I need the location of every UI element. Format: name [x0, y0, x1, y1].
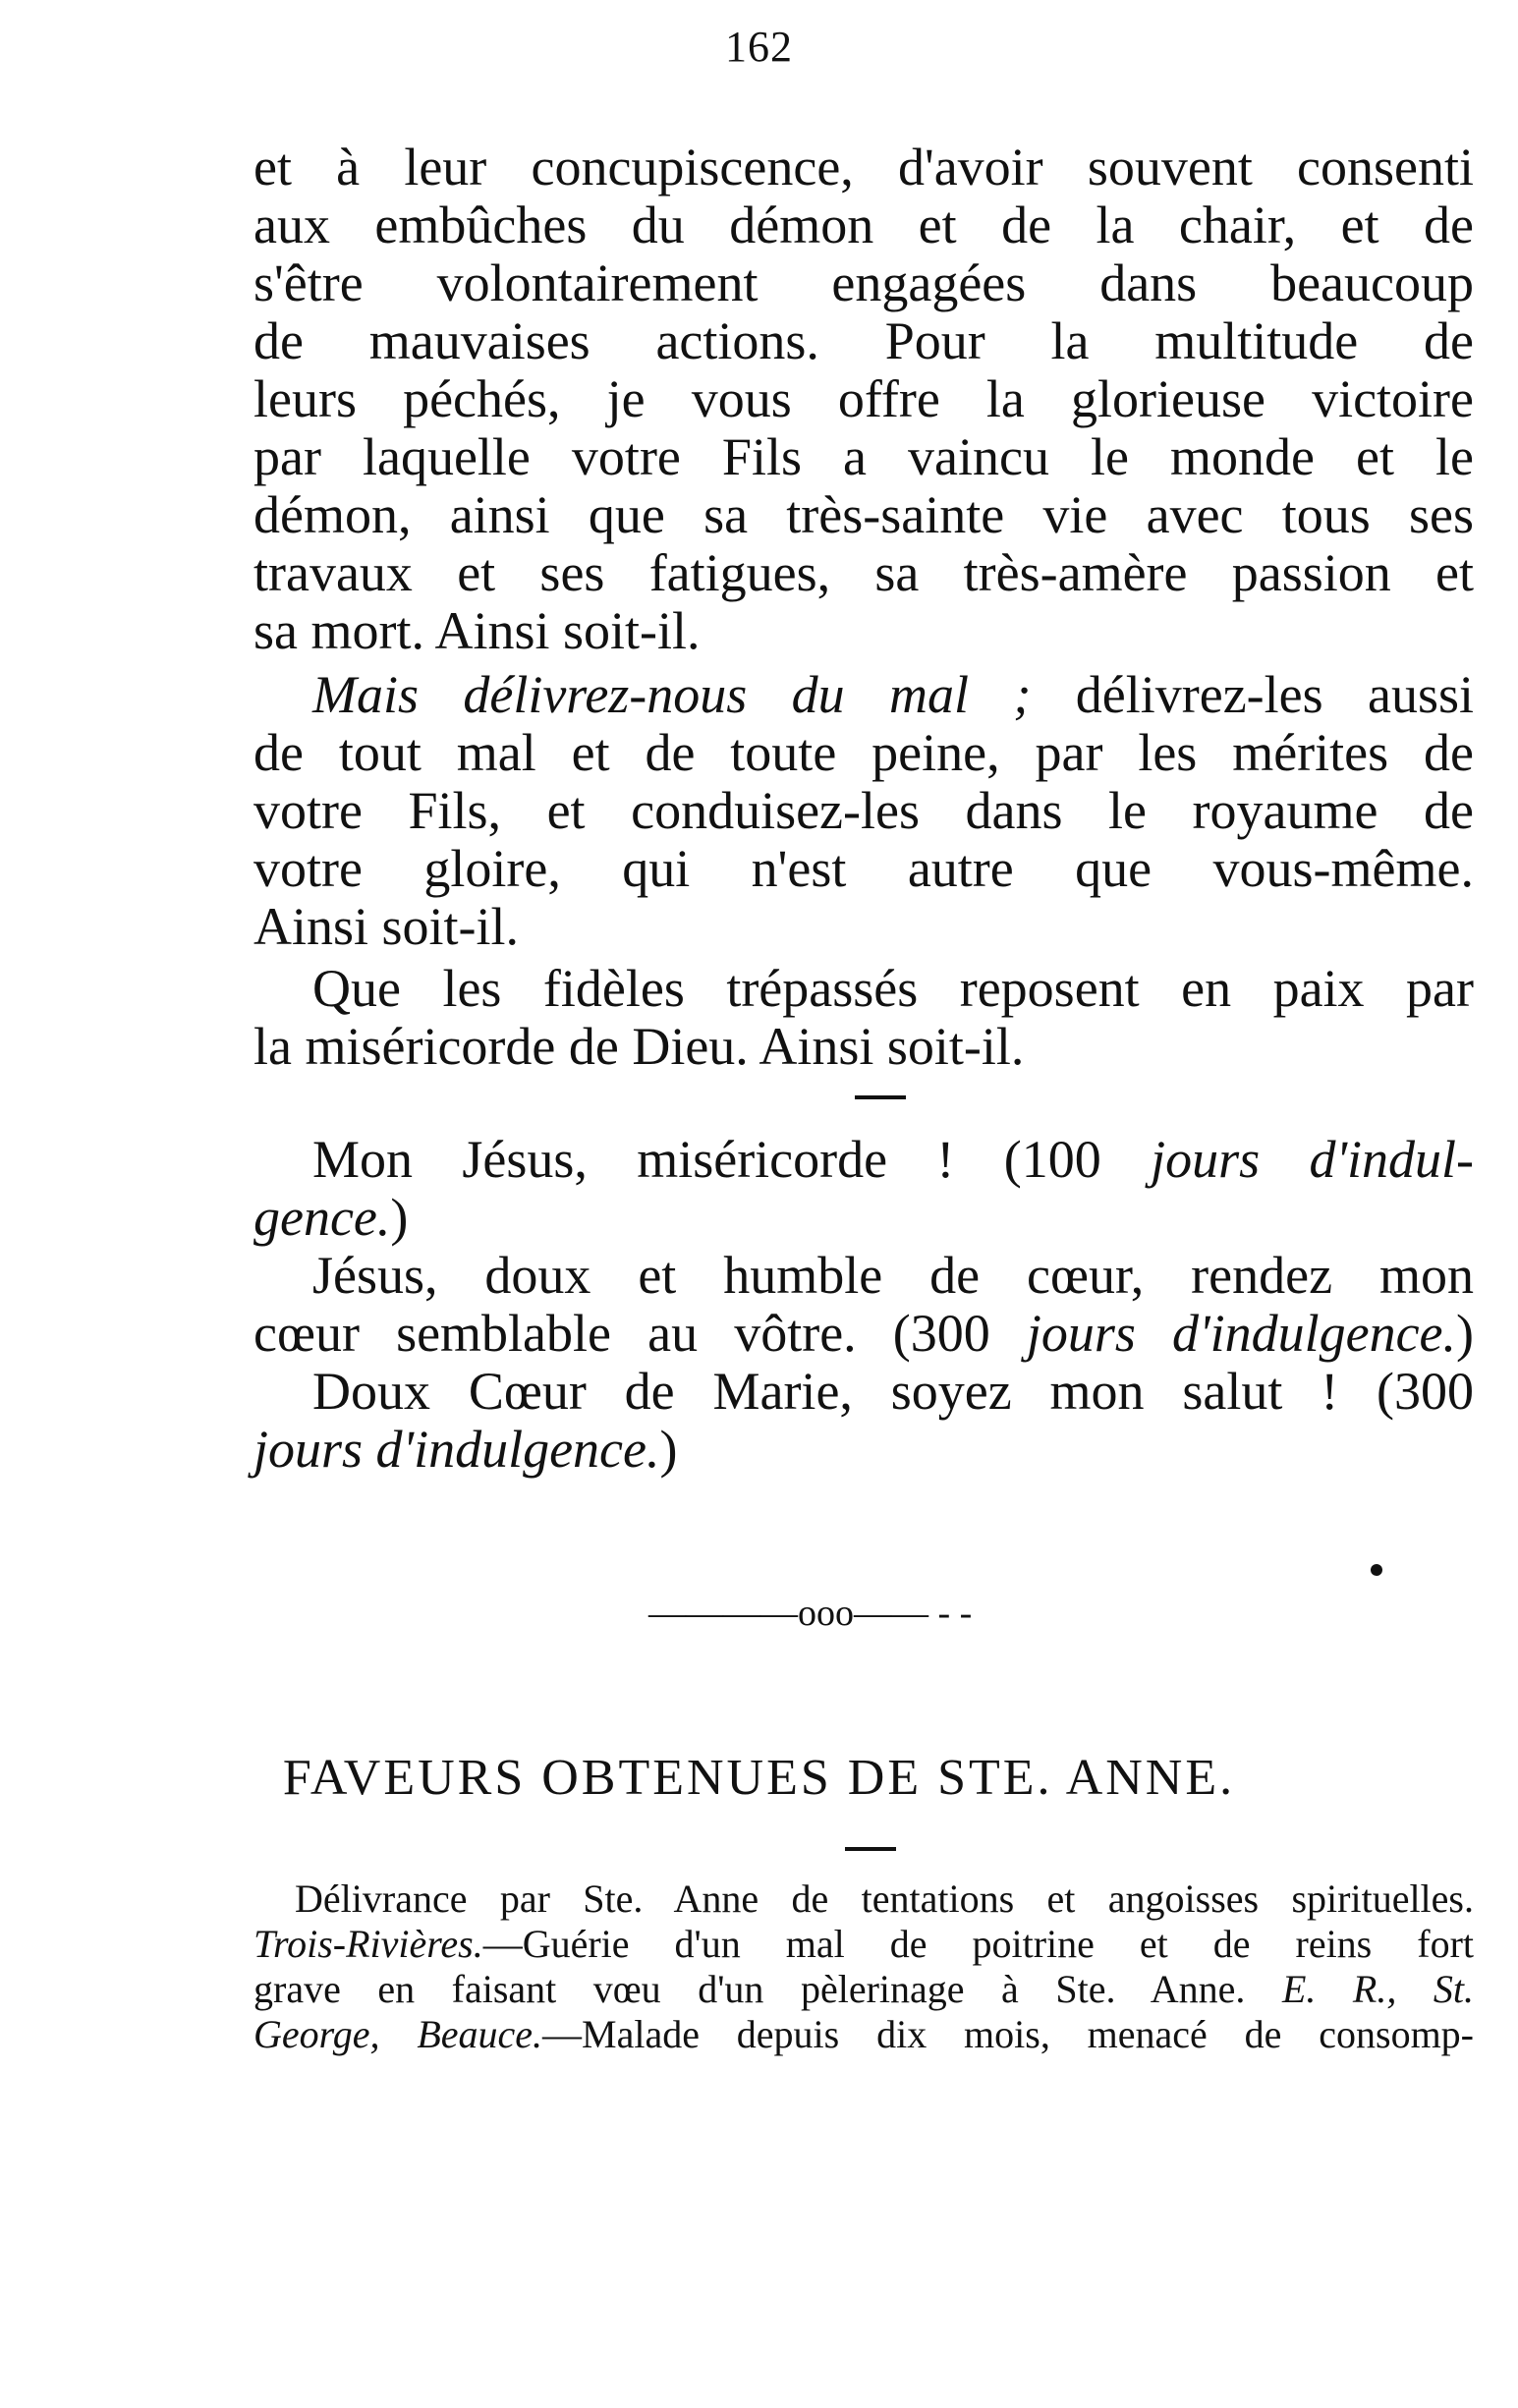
deliver-italic: Mais délivrez-nous du mal ; [312, 665, 1032, 724]
prayer3-line2 [253, 1420, 1474, 1479]
prayer2-text: cœur semblable au vôtre. (300 [253, 1304, 1027, 1363]
deliver-first-line [312, 665, 1474, 724]
favor-place: Trois-Rivières. [253, 1922, 483, 1966]
prayer3-italic: jours d'indulgence. [253, 1420, 660, 1479]
body-line: sa mort. Ainsi soit-il. [253, 601, 701, 660]
prayer1-cont-close: ) [390, 1188, 409, 1247]
prayer3-line: Doux Cœur de Marie, soyez mon salut ! (300 [312, 1362, 1474, 1421]
prayer3-close: ) [659, 1420, 678, 1479]
page-number: 162 [725, 23, 793, 71]
prayer1-line [312, 1130, 1474, 1189]
deliver-line: de tout mal et de toute peine, par les mérites de [253, 723, 1474, 782]
body-line: démon, ainsi que sa très-sainte vie avec tous ses [253, 485, 1474, 544]
body-line: par laquelle votre Fils a vaincu le monde et le [253, 427, 1474, 486]
section-heading: FAVEURS OBTENUES DE STE. ANNE. [282, 1750, 1236, 1806]
body-line: s'être volontairement engagées dans beaucoup [253, 253, 1474, 312]
faithful-line: Que les fidèles trépassés reposent en paix par [312, 959, 1474, 1018]
favor-line [253, 2012, 1474, 2057]
favor-line [253, 1967, 1474, 2012]
prayer2-close: ) [1456, 1304, 1474, 1363]
prayer1-continuation [253, 1188, 1474, 1247]
body-line: travaux et ses fatigues, sa très-amère passion et [253, 543, 1474, 602]
deliver-rest: délivrez-les aussi [1031, 665, 1475, 724]
favor-place: George, Beauce. [253, 2012, 543, 2056]
favor-initials: E. R., St. [1281, 1967, 1474, 2011]
ornament-divider: ————ooo—— - - [648, 1593, 973, 1634]
favor-line [253, 1922, 1474, 1967]
deliver-line: votre Fils, et conduisez-les dans le royaume de [253, 781, 1474, 840]
deliver-line: Ainsi soit-il. [253, 897, 520, 956]
favor-text: grave en faisant vœu d'un pèlerinage à Ste. Anne. [253, 1967, 1282, 2011]
prayer1-text: Mon Jésus, miséricorde ! (100 [312, 1130, 1152, 1189]
prayer1-cont-italic: gence. [253, 1188, 391, 1247]
body-line: de mauvaises actions. Pour la multitude de [253, 311, 1474, 370]
stray-dot [1371, 1564, 1382, 1576]
body-line: aux embûches du démon et de la chair, et de [253, 196, 1474, 254]
heading-dash [845, 1847, 896, 1851]
prayer2-italic: jours d'indulgence. [1026, 1304, 1457, 1363]
deliver-line: votre gloire, qui n'est autre que vous-même. [253, 839, 1474, 898]
favor-line: Délivrance par Ste. Anne de tentations et angoisses spirituelles. [295, 1876, 1474, 1921]
prayer1-italic: jours d'indul- [1151, 1130, 1474, 1189]
favor-text: —Malade depuis dix mois, menacé de consomp- [542, 2012, 1474, 2056]
prayer2-line2 [253, 1304, 1474, 1363]
body-line: et à leur concupiscence, d'avoir souvent consenti [253, 138, 1474, 196]
favor-text: —Guérie d'un mal de poitrine et de reins fort [482, 1922, 1474, 1966]
faithful-line: la miséricorde de Dieu. Ainsi soit-il. [253, 1017, 1025, 1076]
prayer2-line: Jésus, doux et humble de cœur, rendez mon [312, 1246, 1474, 1305]
section-dash [855, 1095, 906, 1099]
body-line: leurs péchés, je vous offre la glorieuse victoire [253, 369, 1474, 428]
